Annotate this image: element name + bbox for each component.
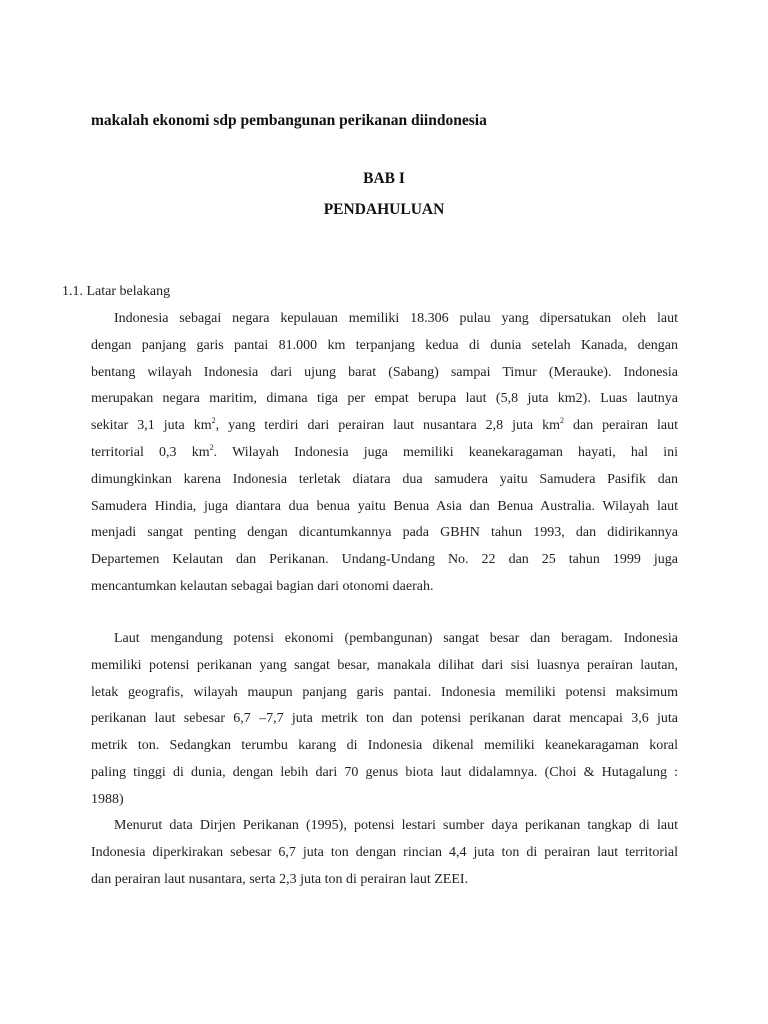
chapter-title: PENDAHULUAN <box>323 201 445 218</box>
text-line: memiliki potensi perikanan yang sangat besar, manakala dilihat dari sisi luasnya perairan lautan, <box>91 657 678 673</box>
paragraph-potential <box>91 626 678 814</box>
text-line: metrik ton. Sedangkan terumbu karang di Indonesia dikenal memiliki keanekaragaman koral <box>91 738 678 754</box>
text-line: dan perairan laut nusantara, serta 2,3 juta ton di perairan laut ZEEI. <box>91 871 469 887</box>
text-line: Indonesia sebagai negara kepulauan memiliki 18.306 pulau yang dipersatukan oleh laut <box>114 311 678 326</box>
text-line: merupakan negara maritim, dimana tiga per empat berupa laut (5,8 juta km2). Luas lautnya <box>91 391 678 407</box>
text-line: Laut mengandung potensi ekonomi (pembangunan) sangat besar dan beragam. Indonesia <box>114 631 678 646</box>
text-line: menjadi sangat penting dengan dicantumkannya pada GBHN tahun 1993, dan didirikannya <box>91 525 678 541</box>
text-line: 1988) <box>91 791 124 807</box>
text-line: territorial 0,3 $km^2$. Wilayah Indonesia juga memiliki keanekaragaman hayati, hal ini <box>91 442 678 460</box>
text-line: dengan panjang garis pantai 81.000 km terpanjang kedua di dunia setelah Kanada, dengan <box>91 337 678 353</box>
text-line: Indonesia diperkirakan sebesar 6,7 juta ton dengan rincian 4,4 juta ton di perairan laut territorial <box>91 844 678 860</box>
text-line: Departemen Kelautan dan Perikanan. Undang-Undang No. 22 dan 25 tahun 1999 juga <box>91 552 678 568</box>
chapter-number: BAB I <box>363 170 405 187</box>
text-line: sekitar 3,1 juta $km^2$, yang terdiri dari perairan laut nusantara 2,8 juta $km^2$ dan perairan laut <box>91 416 679 434</box>
paragraph-statistics <box>91 813 678 893</box>
text-line: paling tinggi di dunia, dengan lebih dari 70 genus biota laut didalamnya. (Choi & Hutagalung : <box>91 764 678 780</box>
document-title: makalah ekonomi sdp pembangunan perikanan diindonesia <box>91 112 487 129</box>
section-heading: 1.1. Latar belakang <box>62 284 171 299</box>
text-line: mencantumkan kelautan sebagai bagian dari otonomi daerah. <box>91 578 434 594</box>
text-line: Samudera Hindia, juga diantara dua benua yaitu Benua Asia dan Benua Australia. Wilayah laut <box>91 498 678 514</box>
text-line: bentang wilayah Indonesia dari ujung barat (Sabang) sampai Timur (Merauke). Indonesia <box>91 364 678 380</box>
text-line: perikanan laut sebesar 6,7 –7,7 juta metrik ton dan potensi perikanan darat mencapai 3,6 juta <box>91 711 678 727</box>
text-line: dimungkinkan karena Indonesia terletak diatara dua samudera yaitu Samudera Pasifik dan <box>91 471 678 487</box>
paragraph-intro <box>91 306 678 601</box>
text-line: letak geografis, wilayah maupun panjang garis pantai. Indonesia memiliki potensi maksimum <box>91 684 678 700</box>
text-line: Menurut data Dirjen Perikanan (1995), potensi lestari sumber daya perikanan tangkap di laut <box>114 818 678 833</box>
